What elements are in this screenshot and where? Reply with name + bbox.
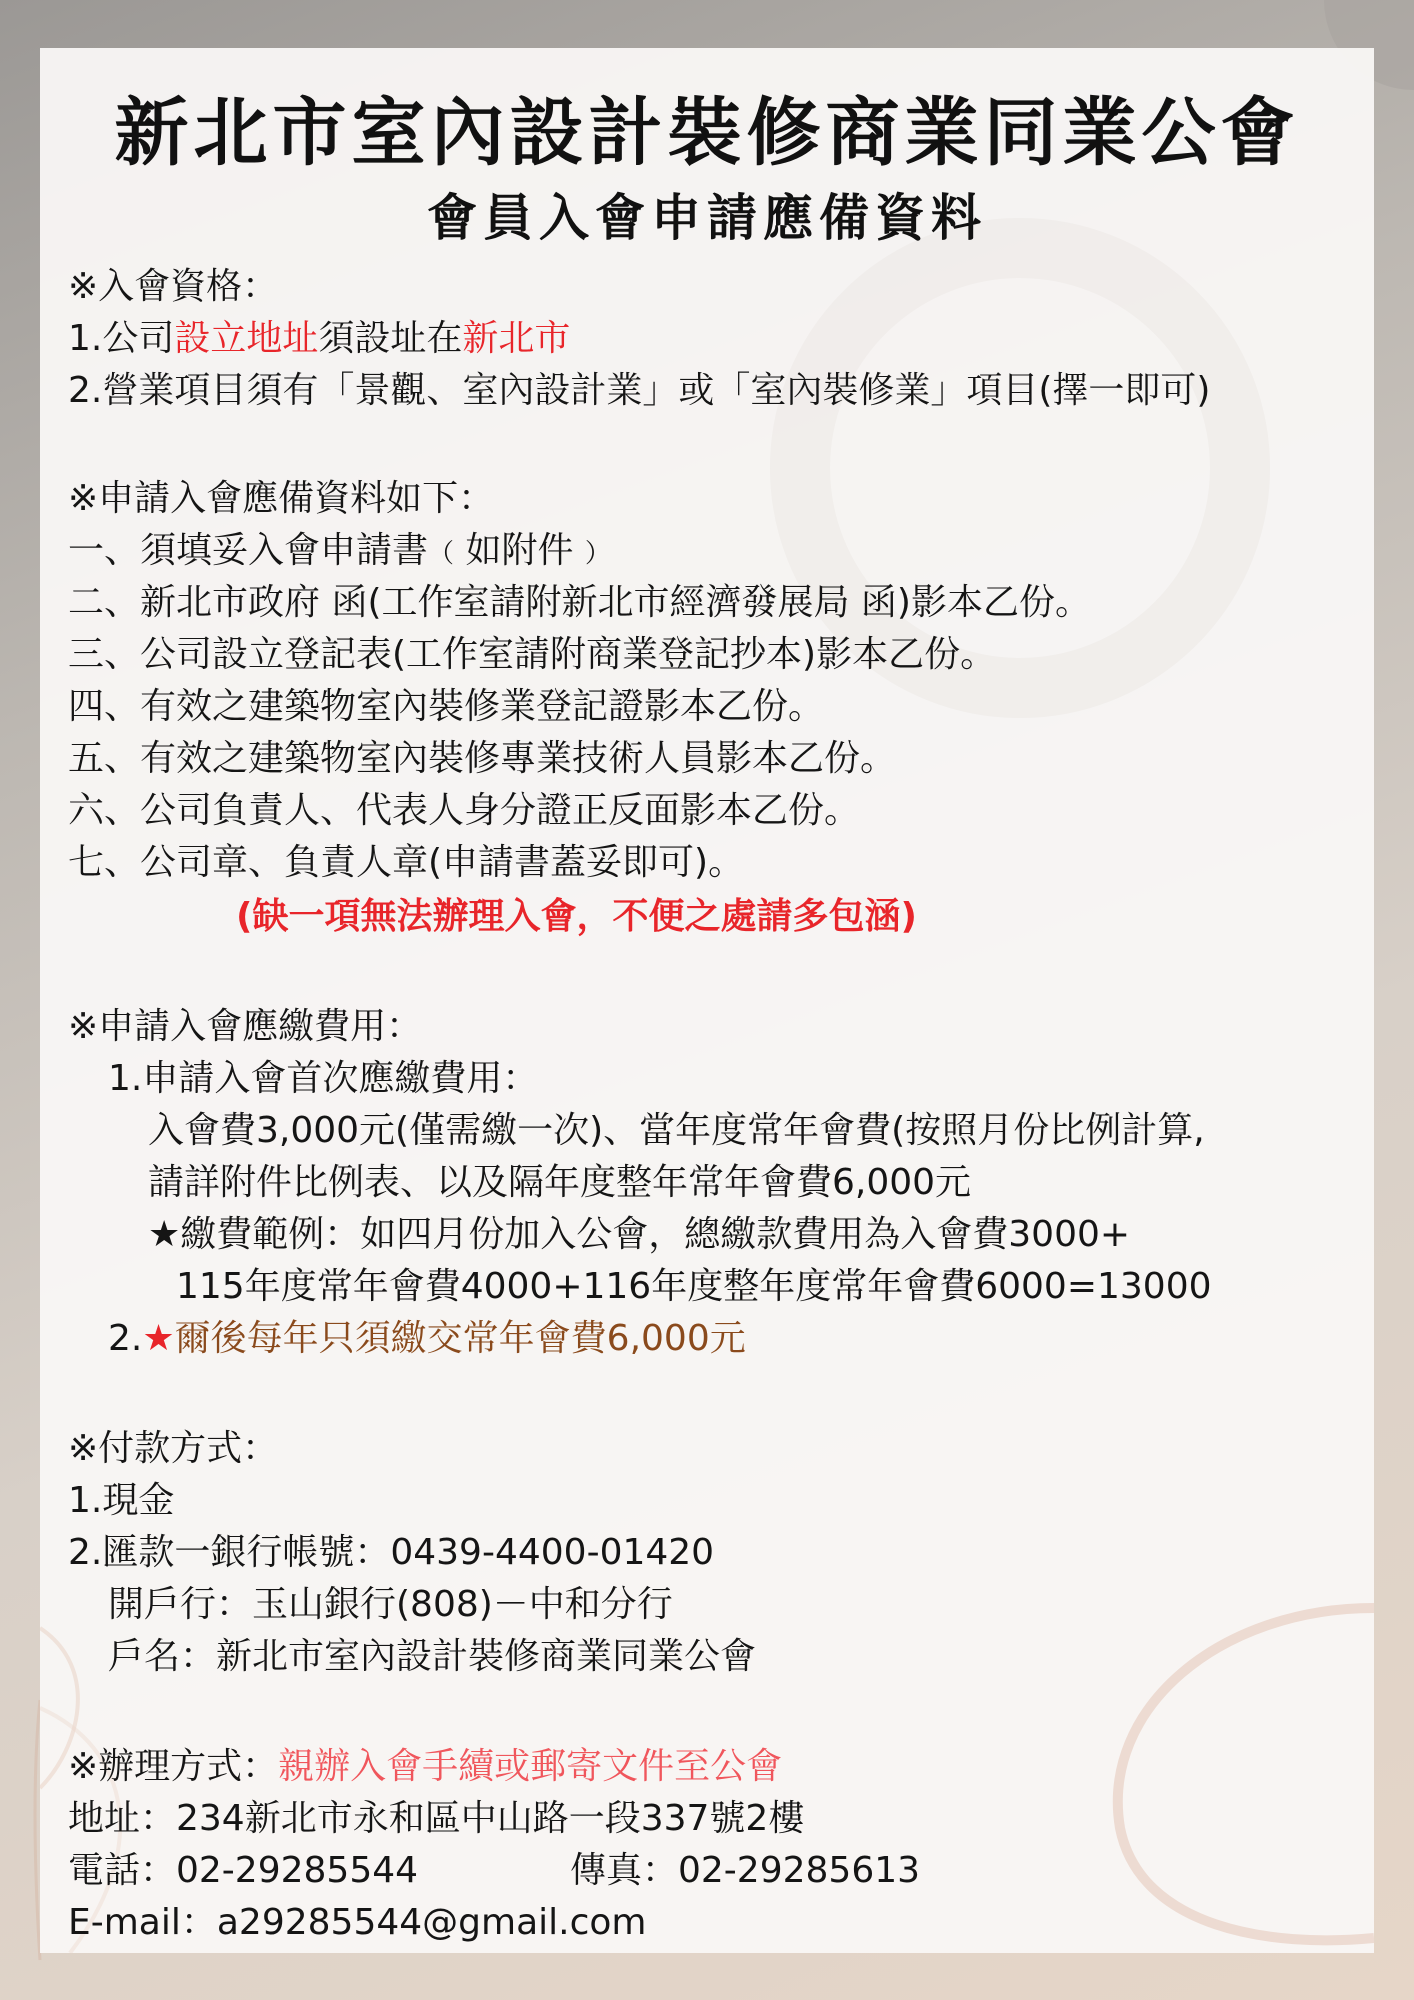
- qualification-item-1-part-c: 須設址在: [318, 318, 463, 359]
- payment-bank: 開戶行：玉山銀行(808)－中和分行: [108, 1584, 673, 1625]
- qualification-item-1-city: 新北市: [462, 318, 571, 359]
- contact-phone: 電話：02-29285544: [68, 1850, 419, 1891]
- documents-item-1-attachment: 如附件: [454, 530, 585, 571]
- qualification-item-2: 2.營業項目須有「景觀、室內設計業」或「室內裝修業」項目(擇一即可): [68, 370, 1211, 411]
- documents-item-3: 三、公司設立登記表(工作室請附商業登記抄本)影本乙份。: [68, 634, 997, 675]
- documents-item-4: 四、有效之建築物室內裝修業登記證影本乙份。: [68, 686, 825, 727]
- qualification-item-1-part-a: 1.公司: [68, 318, 175, 359]
- page-subtitle: 會員入會申請應備資料: [427, 189, 987, 247]
- fees-heading: ※申請入會應繳費用：: [68, 1006, 423, 1047]
- handling-method-label: ※辦理方式：: [68, 1746, 279, 1787]
- red-star-icon: ★: [142, 1318, 175, 1359]
- documents-note: (缺一項無法辦理入會，不便之處請多包涵): [236, 896, 917, 937]
- fees-item-2: [108, 1310, 746, 1361]
- fees-item-2-number: 2.: [108, 1318, 143, 1359]
- fees-item-2-amount: 6,000元: [606, 1318, 746, 1359]
- payment-item-2: 2.匯款一銀行帳號：0439-4400-01420: [68, 1532, 715, 1573]
- documents-item-1: [68, 522, 611, 573]
- handling-method: [68, 1738, 782, 1789]
- documents-item-1-close-paren: ）: [584, 539, 611, 569]
- contact-email: E-mail：a29285544@gmail.com: [68, 1902, 647, 1943]
- star-icon: ★: [148, 1214, 181, 1255]
- documents-item-1-open-paren: （: [428, 539, 455, 569]
- fees-line-2: 請詳附件比例表、以及隔年度整年常年會費6,000元: [148, 1162, 972, 1203]
- payment-item-1: 1.現金: [68, 1480, 175, 1521]
- page-title: 新北市室內設計裝修商業同業公會: [114, 90, 1300, 176]
- qualification-heading: ※入會資格：: [68, 266, 279, 307]
- documents-heading: ※申請入會應備資料如下：: [68, 478, 495, 519]
- fees-line-1: 入會費3,000元(僅需繳一次)、當年度常年會費(按照月份比例計算,: [148, 1110, 1205, 1151]
- document-card: [40, 48, 1374, 1953]
- fees-example-1-text: 繳費範例：如四月份加入公會，總繳款費用為入會費3000+: [180, 1214, 1131, 1255]
- fees-item-1: 1.申請入會首次應繳費用：: [108, 1058, 539, 1099]
- documents-item-6: 六、公司負責人、代表人身分證正反面影本乙份。: [68, 790, 861, 831]
- contact-fax: 傳真：02-29285613: [570, 1850, 921, 1891]
- contact-address: 地址：234新北市永和區中山路一段337號2樓: [68, 1798, 805, 1839]
- documents-item-5: 五、有效之建築物室內裝修專業技術人員影本乙份。: [68, 738, 897, 779]
- qualification-item-1: [68, 310, 570, 361]
- fees-example-1: [148, 1206, 1130, 1257]
- fees-item-2-annual: 每年只須繳交常年會費: [246, 1318, 607, 1359]
- documents-item-7: 七、公司章、負責人章(申請書蓋妥即可)。: [68, 842, 745, 883]
- fees-item-2-later: 爾後: [174, 1318, 247, 1359]
- handling-method-value: 親辦入會手續或郵寄文件至公會: [278, 1746, 783, 1787]
- documents-item-1-text: 一、須填妥入會申請書: [68, 530, 429, 571]
- payment-heading: ※付款方式：: [68, 1428, 279, 1469]
- fees-example-2: 115年度常年會費4000+116年度整年度常年會費6000=13000: [176, 1266, 1212, 1307]
- qualification-item-1-address: 設立地址: [174, 318, 319, 359]
- documents-item-2: 二、新北市政府 函(工作室請附新北市經濟發展局 函)影本乙份。: [68, 582, 1091, 623]
- payment-holder: 戶名：新北市室內設計裝修商業同業公會: [108, 1636, 757, 1677]
